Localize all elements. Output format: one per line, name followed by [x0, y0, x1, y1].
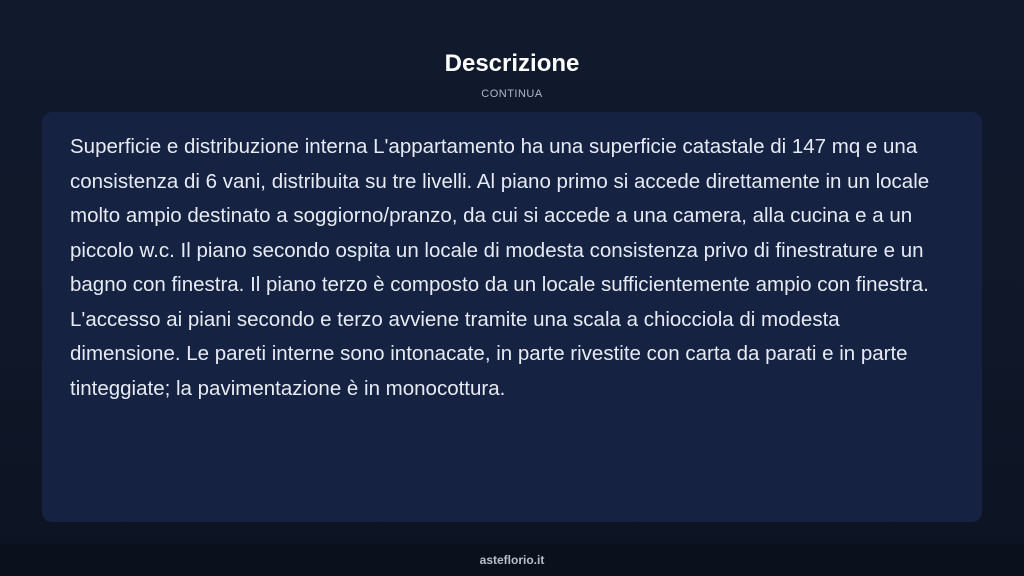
- description-text: Superficie e distribuzione interna L'appartamento ha una superficie catastale di 147 mq e una consistenza di 6 vani, distribuita su tre livelli. Al piano primo si accede direttamente in un locale molto ampio destinato a soggiorno/pranzo, da cui si accede a una camera, alla cucina e a un piccolo w.c. Il piano secondo ospita un locale di modesta consistenza privo di finestrature e un bagno con finestra. Il piano terzo è composto da un locale sufficientemente ampio con finestra. L'accesso ai piani secondo e terzo avviene tramite una scala a chiocciola di modesta dimensione. Le pareti interne sono intonacate, in parte rivestite con carta da parati e in parte tinteggiate; la pavimentazione è in monocottura.: [70, 135, 930, 400]
- page-header: [0, 50, 1024, 100]
- description-card: [42, 112, 982, 522]
- footer-bar: [0, 544, 1024, 576]
- continue-label: CONTINUA: [481, 88, 543, 100]
- site-name: asteflorio.it: [479, 553, 545, 567]
- page-title: Descrizione: [444, 50, 580, 77]
